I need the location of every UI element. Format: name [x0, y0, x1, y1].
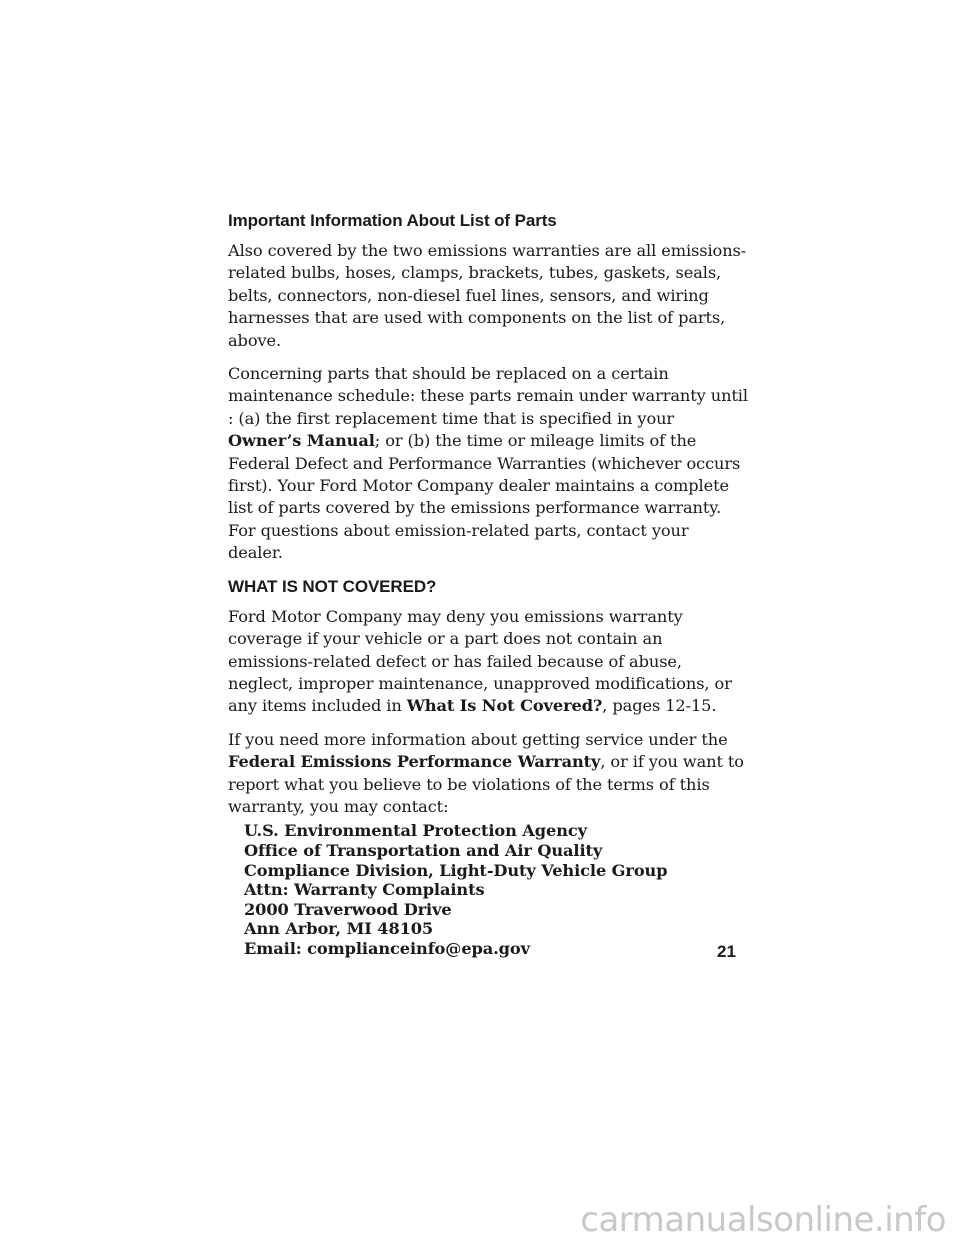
paragraph-text: , or if you want to report what you believe to be violations of the terms of this warranty, you may contact:	[228, 752, 744, 816]
address-line: U.S. Environmental Protection Agency	[244, 821, 587, 841]
address-line: Compliance Division, Light-Duty Vehicle Group	[244, 860, 668, 880]
owners-manual-reference: Owner’s Manual	[228, 431, 375, 451]
paragraph-deny-coverage	[228, 606, 748, 718]
paragraph-text: If you need more information about getting service under the	[228, 729, 728, 749]
paragraph-contact-info	[228, 729, 748, 819]
watermark-logo: carmanualsonline.info	[580, 1200, 946, 1240]
paragraph-text: ; or (b) the time or mileage limits of the Federal Defect and Performance Warranties (whichever occurs first). Your Ford Motor Company dealer maintains a complete list of parts covered by the emissions performance warranty. For questions about emission-related parts, contact your dealer.	[228, 431, 741, 563]
epa-address-block	[244, 821, 748, 958]
address-line: 2000 Traverwood Drive	[244, 899, 452, 919]
paragraph-covered-parts: Also covered by the two emissions warranties are all emissions-related bulbs, hoses, clamps, brackets, tubes, gaskets, seals, belts, connectors, non-diesel fuel lines, sensors, and wiring harnesses that are used with components on the list of parts, above.	[228, 241, 747, 350]
page-content	[228, 210, 748, 959]
paragraph-text: Concerning parts that should be replaced on a certain maintenance schedule: these parts remain under warranty until : (a) the first replacement time that is specified in your	[228, 364, 748, 428]
paragraph-text: Ford Motor Company may deny you emissions warranty coverage if your vehicle or a part does not contain an emissions-related defect or has failed because of abuse, neglect, improper maintenance, unapproved modifications, or any items included in	[228, 606, 732, 716]
page-number: 21	[717, 942, 736, 961]
address-line: Office of Transportation and Air Quality	[244, 840, 603, 860]
address-line: Ann Arbor, MI 48105	[244, 919, 434, 939]
paragraph-text: , pages 12-15.	[602, 696, 717, 716]
paragraph-maintenance-parts	[228, 363, 748, 565]
address-email: Email: complianceinfo@epa.gov	[244, 938, 530, 958]
address-line: Attn: Warranty Complaints	[244, 880, 485, 900]
section-heading-parts-info: Important Information About List of Parts	[228, 211, 557, 230]
section-heading-not-covered: WHAT IS NOT COVERED?	[228, 576, 437, 596]
federal-warranty-reference: Federal Emissions Performance Warranty	[228, 752, 601, 772]
not-covered-reference: What Is Not Covered?	[406, 696, 603, 716]
